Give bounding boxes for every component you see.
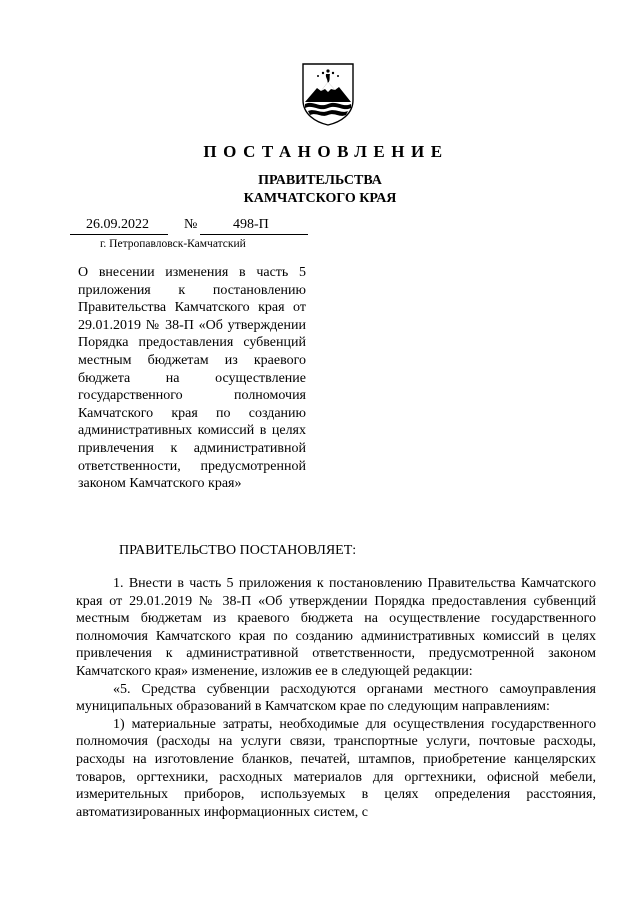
- paragraph-3: 1) материальные затраты, необходимые для осуществления государственного полномочия (расходы на услуги связи, транспортные услуги, почтовые расходы, расходы на изготовление бланков, печатей, штампов, приобретение канцелярских товаров, оргтехники, расходных материалов для оргтехники, офисной мебели, измерительных приборов, используемых в целях определения расстояния, автоматизированных информационных систем, с: [76, 716, 596, 820]
- decree-number: 498-П: [233, 217, 269, 232]
- decree-subject: О внесении изменения в часть 5 приложения к постановлению Правительства Камчатского края от 29.01.2019 № 38-П «Об утверждении Порядка предоставления субвенций местным бюджетам из краевого бюджета на осуществление государственного полномочия Камчатского края по созданию административных комиссий в целях привлечения к административной ответственности, предусмотренной законом Камчатского края»: [78, 265, 306, 492]
- date-number-line: [76, 217, 306, 235]
- kamchatka-coat-of-arms-icon: [299, 62, 357, 126]
- decree-body: [76, 575, 596, 821]
- decree-title: ПОСТАНОВЛЕНИЕ: [203, 142, 449, 161]
- decree-date: 26.09.2022: [86, 217, 149, 232]
- number-underline: [200, 234, 308, 235]
- number-sign: №: [184, 217, 198, 232]
- city-name: г. Петропавловск-Камчатский: [100, 238, 246, 250]
- resolves-heading: ПРАВИТЕЛЬСТВО ПОСТАНОВЛЯЕТ:: [119, 543, 357, 558]
- government-name: [0, 172, 640, 208]
- government-name-line-2: КАМЧАТСКОГО КРАЯ: [243, 191, 397, 206]
- paragraph-1: 1. Внести в часть 5 приложения к постановлению Правительства Камчатского края от 29.01.2019 № 38-П «Об утверждении Порядка предоставления субвенций местным бюджетам из краевого бюджета на осуществление государственного полномочия Камчатского края по созданию административных комиссий в целях привлечения к административной ответственности, предусмотренной законом Камчатского края» изменение, изложив ее в следующей редакции:: [76, 576, 596, 679]
- date-underline: [70, 234, 168, 235]
- paragraph-2: «5. Средства субвенции расходуются органами местного самоуправления муниципальных образований в Камчатском крае по следующим направлениям:: [76, 681, 596, 715]
- government-name-line-1: ПРАВИТЕЛЬСТВА: [258, 173, 382, 188]
